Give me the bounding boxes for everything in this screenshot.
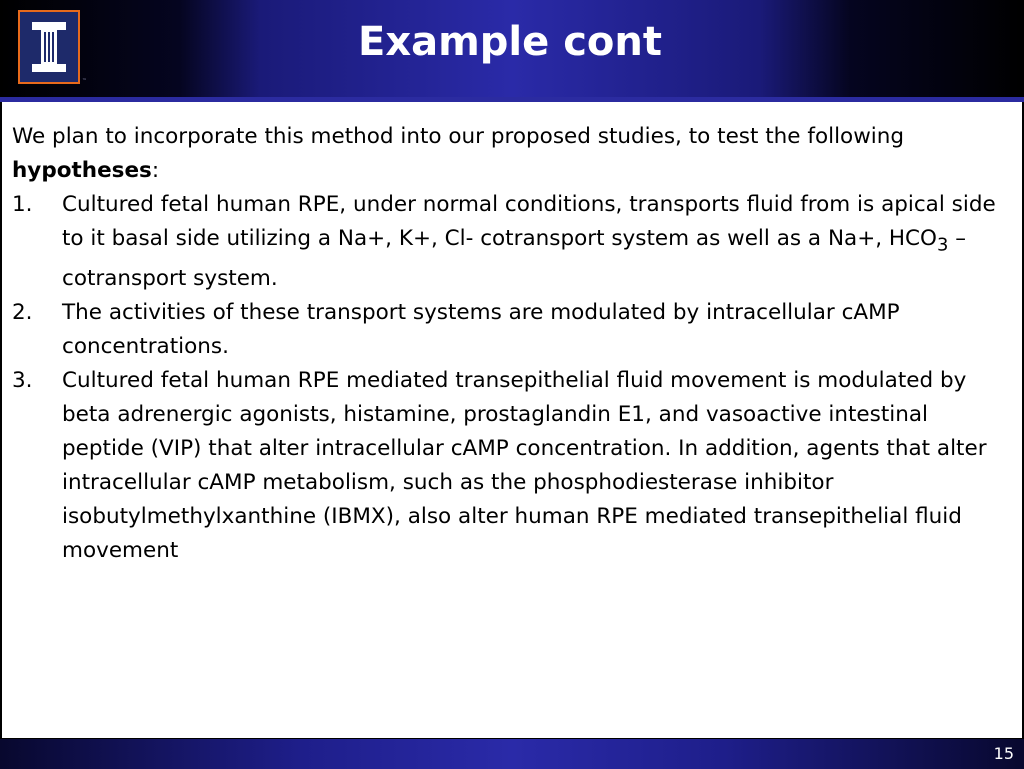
list-item-number: 3.: [12, 368, 33, 394]
list-item-number: 1.: [12, 192, 33, 217]
list-item-text: Cultured fetal human RPE mediated transepithelial fluid movement is modulated by beta adrenergic agonists, histamine, prostaglandin E1, and vasoactive intestinal peptide (VIP) that alter intracellular cAMP concentration. In addition, agents that alter intracellular cAMP metabolism, such as the phosphodiesterase inhibitor isobutylmethylxanthine (IBMX), also alter human RPE mediated transepithelial fluid movement: [62, 368, 987, 564]
intro-colon: :: [151, 158, 160, 183]
list-item: [12, 188, 1012, 296]
list-item-text: The activities of these transport systems are modulated by intracellular cAMP concentrations.: [62, 300, 900, 360]
list-item-number: 2.: [12, 300, 33, 326]
list-item-text: Cultured fetal human RPE, under normal conditions, transports fluid from is apical side to it basal side utilizing a Na+, K+, Cl- cotransport system as well as a Na+, HCO: [62, 192, 996, 251]
university-logo-icon: [18, 10, 80, 84]
slide-title: Example cont: [358, 19, 662, 65]
trademark-mark: ™: [82, 78, 87, 84]
list-item: [12, 364, 1012, 568]
intro-paragraph: [12, 120, 1012, 188]
header-divider: [0, 97, 1024, 102]
slide-body: [12, 120, 1012, 568]
hypotheses-list: [12, 188, 1012, 568]
slide-footer: [0, 738, 1024, 769]
list-item-text-tail: – cotransport system.: [62, 226, 966, 292]
intro-bold-term: hypotheses: [12, 158, 152, 183]
slide-header: [0, 0, 1024, 97]
slide-frame-left: [0, 102, 2, 738]
intro-text: We plan to incorporate this method into our proposed studies, to test the following: [12, 124, 905, 149]
page-number: 15: [993, 744, 1014, 763]
list-item: [12, 296, 1012, 364]
subscript-text: 3: [936, 234, 949, 256]
